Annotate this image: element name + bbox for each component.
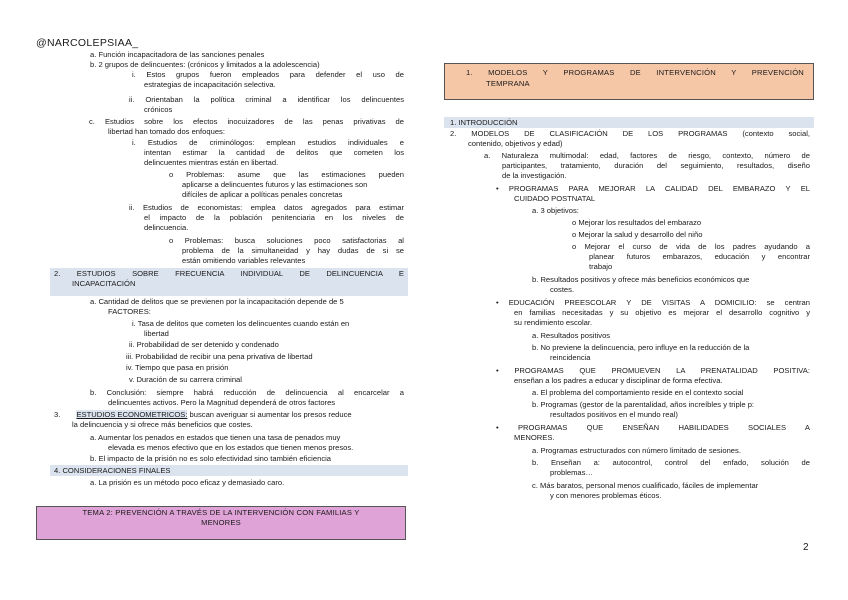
list-item: ii. Orientaban la política criminal a identificar los delincuentes <box>129 95 404 104</box>
list-item: a. 3 objetivos: <box>532 206 579 215</box>
list-item: delincuentes mientras están en libertad. <box>144 158 279 167</box>
list-item: su rendimiento escolar. <box>514 318 593 327</box>
list-item: b. No previene la delincuencia, pero influye en la reducción de la <box>532 343 750 352</box>
list-item: delincuentes activos. Pero la Magnitud dependerá de otros factores <box>108 398 336 407</box>
section-heading: 1. INTRODUCCIÓN <box>450 118 518 127</box>
list-item: iii. Probabilidad de recibir una pena privativa de libertad <box>126 352 313 361</box>
list-item: aplicarse a delincuentes futuros y las estimaciones son <box>182 180 368 189</box>
list-item: y con menores problemas éticos. <box>550 491 662 500</box>
list-item: a. El problema del comportamiento reside en el contexto social <box>532 388 744 397</box>
list-item: intentan estimar la cantidad de delitos que cometen los <box>144 148 404 157</box>
page-number: 2 <box>803 542 809 553</box>
list-item: • EDUCACIÓN PREESCOLAR Y DE VISITAS A DOMICILIO: se centran <box>496 298 810 307</box>
list-item: reincidencia <box>550 353 591 362</box>
list-item: están omitiendo variables relevantes <box>182 256 306 265</box>
list-item: o Mejorar la salud y desarrollo del niño <box>572 230 703 239</box>
section-title: 1. MODELOS Y PROGRAMAS DE INTERVENCIÓN Y PREVENCIÓN <box>466 68 804 77</box>
section-text: buscan averiguar si aumentar los presos reduce <box>187 410 352 419</box>
section-title: ESTUDIOS ECONOMETRICOS: <box>76 410 188 419</box>
list-item: el impacto de la población penitenciaria en los niveles de <box>144 213 404 222</box>
section-title: TEMPRANA <box>486 79 530 88</box>
list-item: a. Naturaleza multimodal: edad, factores de riesgo, contexto, número de <box>484 151 810 160</box>
section-heading: INCAPACITACIÓN <box>72 279 136 288</box>
list-item: estrategias de incapacitación selectiva. <box>144 80 276 89</box>
list-item: FACTORES: <box>108 307 151 316</box>
list-item: • PROGRAMAS QUE ENSEÑAN HABILIDADES SOCIALES A <box>496 423 810 432</box>
list-item: enseñan a los padres a educar y disciplinar de forma efectiva. <box>514 376 723 385</box>
list-item: b. Resultados positivos y ofrece más beneficios económicos que <box>532 275 750 284</box>
list-item: a. Resultados positivos <box>532 331 611 340</box>
list-item: c. Más baratos, personal menos cualificado, fáciles de implementar <box>532 481 759 490</box>
section-heading: 4. CONSIDERACIONES FINALES <box>54 466 171 475</box>
list-item: a. La prisión es un método poco eficaz y demasiado caro. <box>90 478 285 487</box>
list-item: crónicos <box>144 105 173 114</box>
list-item: en familias necesitadas y su objetivo es mejorar el desarrollo cognitivo y <box>514 308 810 317</box>
list-item: b. Enseñan a: autocontrol, control del enfado, solución de <box>532 458 810 467</box>
chapter-title: MENORES <box>201 518 241 527</box>
list-item: a. Programas estructurados con número limitado de sesiones. <box>532 446 741 455</box>
list-item: costes. <box>550 285 575 294</box>
list-item: i. Estudios de criminólogos: emplean estudios individuales e <box>132 138 404 147</box>
list-item: contenido, objetivos y edad) <box>468 139 563 148</box>
list-item: o Mejorar los resultados del embarazo <box>572 218 702 227</box>
list-item: o Problemas: busca soluciones poco satisfactorias al <box>169 236 404 245</box>
author-handle: @NARCOLEPSIAA_ <box>36 37 139 49</box>
list-item: c. Estudios sobre los efectos inocuizadores de las penas privativas de <box>89 117 404 126</box>
list-item: b. 2 grupos de delincuentes: (crónicos y limitados a la adolescencia) <box>90 60 320 69</box>
chapter-title: TEMA 2: PREVENCIÓN A TRAVÉS DE LA INTERVENCIÓN CON FAMILIAS Y <box>82 508 360 517</box>
list-item: MENORES. <box>514 433 555 442</box>
list-item: planear futuros embarazos, educación y encontrar <box>589 252 810 261</box>
list-item: trabajo <box>589 262 613 271</box>
list-item: a. Función incapacitadora de las sanciones penales <box>90 50 265 59</box>
list-item: b. Programas (gestor de la parentalidad, años increíbles y triple p: <box>532 400 755 409</box>
list-item: problema de la simultaneidad y hay dudas de si se <box>182 246 404 255</box>
section-heading: 2. MODELOS DE CLASIFICACIÓN DE LOS PROGRAMAS (contexto social, <box>450 129 810 138</box>
list-item: libertad han tomado dos enfoques: <box>108 127 225 136</box>
list-item: participantes, tratamiento, duración del seguimiento, resultados, diseño <box>502 161 810 170</box>
list-item: elevada es menos efectivo que en los estados que tienen menos presos. <box>108 443 354 452</box>
list-item: de la investigación. <box>502 171 567 180</box>
list-item: a. Cantidad de delitos que se previenen por la incapacitación depende de 5 <box>90 297 344 306</box>
list-item: v. Duración de su carrera criminal <box>129 375 242 384</box>
list-item: difíciles de aplicar a políticas penales concretas <box>182 190 343 199</box>
list-item: resultados positivos en el mundo real) <box>550 410 678 419</box>
section-heading <box>54 410 352 420</box>
list-item: a. Aumentar los penados en estados que tienen una tasa de penados muy <box>90 433 341 442</box>
list-item: b. Conclusión: siempre habrá reducción de delincuencia al encarcelar a <box>90 388 404 397</box>
list-item: iv. Tiempo que pasa en prisión <box>126 363 229 372</box>
list-item: b. El impacto de la prisión no es solo efectividad sino también eficiencia <box>90 454 332 463</box>
list-item: delincuencia. <box>144 223 189 232</box>
list-item: o Mejorar el curso de vida de los padres ayudando a <box>572 242 810 251</box>
list-item: i. Estos grupos fueron empleados para defender el uso de <box>132 70 404 79</box>
list-item: ii. Probabilidad de ser detenido y condenado <box>129 340 279 349</box>
section-number: 3. <box>54 410 61 419</box>
list-item: i. Tasa de delitos que cometen los delincuentes cuando están en <box>132 319 350 328</box>
list-item: • PROGRAMAS PARA MEJORAR LA CALIDAD DEL EMBARAZO Y EL <box>496 184 810 193</box>
section-heading: 2. ESTUDIOS SOBRE FRECUENCIA INDIVIDUAL DE DELINCUENCIA E <box>54 269 404 278</box>
list-item: o Problemas: asume que las estimaciones pueden <box>169 170 404 179</box>
list-item: • PROGRAMAS QUE PROMUEVEN LA PRENATALIDAD POSITIVA: <box>496 366 810 375</box>
list-item: problemas… <box>550 468 594 477</box>
list-item: CUIDADO POSTNATAL <box>514 194 596 203</box>
list-item: libertad <box>144 329 169 338</box>
list-item: la delincuencia y si ofrece más beneficios que costes. <box>72 420 253 429</box>
list-item: ii. Estudios de economistas: emplea datos agregados para estimar <box>129 203 404 212</box>
